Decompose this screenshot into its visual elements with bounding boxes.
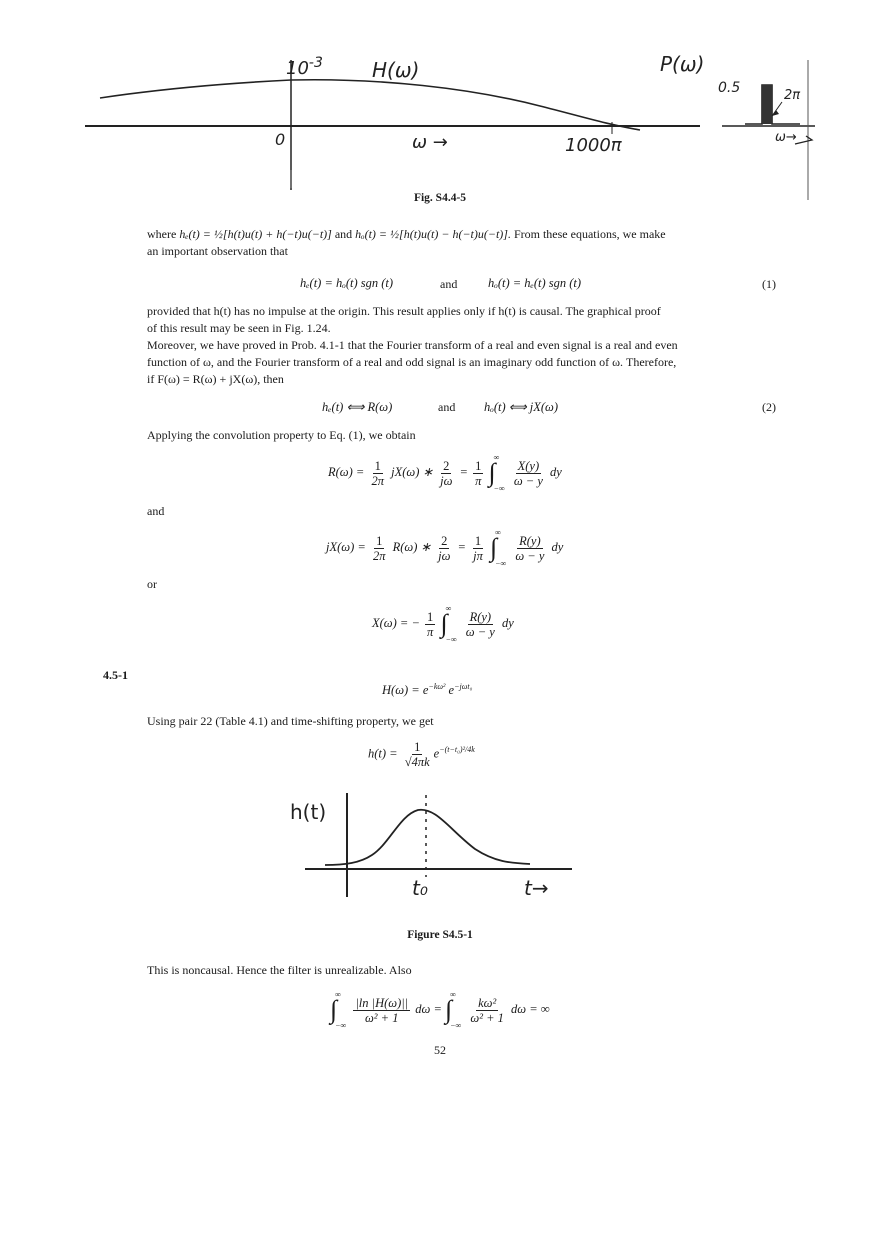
h-e: e — [433, 746, 440, 761]
provided-paragraph — [147, 303, 787, 388]
eq2-number: (2) — [762, 400, 776, 414]
p-omega-fill — [762, 85, 772, 124]
denominator: ω − y — [513, 473, 543, 488]
numerator: 1 — [427, 609, 434, 624]
h-omega-curve — [100, 80, 640, 130]
d-omega-inf: dω = ∞ — [511, 1001, 550, 1016]
eq1-left: hₑ(t) = hₒ(t) sgn (t) — [300, 276, 394, 290]
p-width-label: 2π — [784, 88, 801, 103]
numerator: 1 — [374, 458, 381, 473]
integral-limits — [495, 528, 506, 568]
h-lhs: h(t) = — [368, 746, 398, 761]
upper-limit: ∞ — [445, 604, 452, 613]
h-def-base: H(ω) = e — [382, 683, 429, 698]
denominator: ω − y — [515, 548, 545, 563]
ho-definition: hₒ(t) = ½[h(t)u(t) − h(−t)u(−t)]. — [355, 227, 511, 241]
numerator: 2 — [441, 533, 448, 548]
moreover-line-2: function of ω, and the Fourier transform of a real and odd signal is an imaginary odd function of ω. Therefore, — [147, 355, 677, 369]
integral-limits — [450, 990, 461, 1030]
denominator: ω² + 1 — [364, 1010, 399, 1025]
frac-1-pi — [425, 610, 435, 639]
frac-1-2pi — [371, 534, 388, 563]
where-continuation: From these equations, we make — [513, 227, 666, 241]
frac-ln — [353, 996, 410, 1025]
denominator: ω − y — [465, 624, 495, 639]
figure-s4-4-5 — [0, 40, 880, 210]
h-omega-label: H(ω) — [372, 58, 420, 82]
denominator: √4πk — [404, 755, 430, 769]
equals: = — [459, 464, 468, 479]
dy: dy — [501, 615, 514, 630]
p-height-label: 0.5 — [718, 80, 741, 96]
frac-1-pi — [473, 459, 483, 488]
numerator: 1 — [474, 533, 482, 548]
provided-line-2: of this result may be seen in Fig. 1.24. — [147, 321, 331, 335]
dy: dy — [551, 539, 564, 554]
numerator: kω² — [478, 995, 497, 1010]
numerator: 1 — [376, 533, 383, 548]
frac-1-2pi — [369, 459, 386, 488]
integral-sign: ∫ — [489, 533, 498, 562]
he-definition: hₑ(t) = ½[h(t)u(t) + h(−t)u(−t)] — [179, 227, 332, 241]
h-exp: −(t−t₀)²/4k — [439, 745, 475, 755]
equals: = — [457, 539, 466, 554]
section-label: 4.5-1 — [103, 668, 128, 682]
width-arrow-head — [772, 110, 779, 116]
r-omega-equation — [328, 453, 562, 493]
integral-limits — [494, 453, 505, 493]
integral-limits — [335, 990, 346, 1030]
omega-right-label: ω→ — [775, 130, 797, 145]
frac-xy — [512, 459, 545, 488]
scale-base: 10 — [286, 58, 309, 79]
figure-s4-5-1 — [0, 785, 880, 915]
paley-wiener-equation — [330, 990, 550, 1030]
using-pair-text: Using pair 22 (Table 4.1) and time-shifting property, we get — [147, 714, 434, 728]
frac-1-sqrt — [403, 740, 432, 769]
or-word: or — [147, 577, 157, 591]
t0-label: t₀ — [412, 876, 428, 900]
upper-limit: ∞ — [495, 528, 501, 537]
moreover-line-3: if F(ω) = R(ω) + jX(ω), then — [147, 372, 284, 386]
omega-axis-label: ω → — [412, 132, 448, 153]
integral-limits — [446, 604, 457, 644]
h-omega-definition — [382, 682, 472, 698]
lower-limit: −∞ — [445, 635, 457, 644]
h-t-label: h(t) — [290, 800, 327, 824]
r-term: R(ω) ∗ — [392, 539, 431, 554]
h-def-exp1: −kω² — [428, 682, 446, 691]
denominator: jω — [438, 548, 451, 563]
frac-ry — [513, 534, 546, 563]
integral-sign: ∫ — [445, 995, 453, 1024]
h-def-exp2: −jωt₀ — [454, 682, 473, 691]
upper-limit: ∞ — [335, 990, 341, 999]
upper-limit: ∞ — [493, 453, 500, 462]
where-observation: an important observation that — [147, 244, 288, 258]
where-paragraph — [147, 226, 787, 260]
lower-limit: −∞ — [493, 484, 505, 493]
lower-limit: −∞ — [335, 1021, 347, 1030]
eq2-and: and — [438, 400, 456, 414]
jx-omega-equation — [326, 528, 563, 568]
upper-limit: ∞ — [450, 990, 456, 999]
denominator: jπ — [473, 548, 483, 563]
frac-2-jw — [436, 534, 452, 563]
provided-line-1: provided that h(t) has no impulse at the origin. This result applies only if h(t) is causal. The graphical proof — [147, 304, 661, 318]
omega-arrow — [795, 136, 812, 144]
numerator: 1 — [414, 740, 421, 754]
applying-text: Applying the convolution property to Eq. (1), we obtain — [147, 428, 416, 442]
frac-1-jpi — [471, 534, 485, 563]
eq1-number: (1) — [762, 277, 776, 291]
eq1-and: and — [440, 277, 458, 291]
denominator: ω² + 1 — [470, 1010, 504, 1025]
denominator: 2π — [372, 548, 386, 563]
where-word: where — [147, 227, 177, 241]
h-def-e2: e — [448, 683, 455, 698]
lower-limit: −∞ — [450, 1021, 462, 1030]
scale-label — [286, 55, 323, 79]
frac-2-jw — [438, 459, 454, 488]
jx-term: jX(ω) ∗ — [391, 464, 433, 479]
frac-kw2 — [468, 996, 506, 1025]
figure-caption-2: Figure S4.5-1 — [407, 929, 473, 941]
eq2-left: hₑ(t) ⟺ R(ω) — [322, 400, 393, 414]
integral-sign: ∫ — [440, 609, 448, 638]
scale-exponent: -3 — [308, 55, 323, 71]
numerator: X(y) — [517, 458, 540, 473]
numerator: |ln |H(ω)|| — [355, 995, 409, 1010]
p-omega-label: P(ω) — [660, 52, 705, 76]
lower-limit: −∞ — [495, 559, 507, 568]
zero-label: 0 — [275, 130, 286, 149]
noncausal-text: This is noncausal. Hence the filter is unrealizable. Also — [147, 963, 412, 977]
gaussian-curve — [325, 810, 530, 865]
page-number: 52 — [434, 1043, 446, 1057]
r-lhs: R(ω) = — [328, 464, 365, 479]
figure-caption-1: Fig. S4.4-5 — [413, 192, 467, 204]
x-omega-equation — [372, 604, 514, 644]
jx-lhs: jX(ω) = — [326, 539, 366, 554]
numerator: 1 — [475, 458, 482, 473]
eq2-right: hₒ(t) ⟺ jX(ω) — [484, 400, 559, 414]
dy: dy — [550, 464, 562, 479]
numerator: R(y) — [469, 609, 492, 624]
frac-ry — [464, 610, 497, 639]
denominator: jω — [440, 473, 453, 488]
d-omega: dω = — [415, 1001, 442, 1016]
integral-sign: ∫ — [330, 995, 338, 1024]
cutoff-label: 1000π — [565, 135, 622, 156]
where-and: and — [334, 227, 353, 241]
denominator: π — [427, 624, 434, 639]
and-word: and — [147, 504, 165, 518]
t-axis-label: t→ — [524, 876, 549, 900]
numerator: 2 — [443, 458, 450, 473]
numerator: R(y) — [519, 533, 541, 548]
moreover-line-1: Moreover, we have proved in Prob. 4.1-1 that the Fourier transform of a real and even signal is a real and even — [147, 338, 678, 352]
denominator: 2π — [371, 473, 384, 488]
integral-sign: ∫ — [488, 458, 496, 487]
h-t-equation — [368, 740, 475, 769]
denominator: π — [475, 473, 482, 488]
x-lhs: X(ω) = − — [372, 615, 420, 630]
eq1-right: hₒ(t) = hₑ(t) sgn (t) — [488, 276, 582, 290]
